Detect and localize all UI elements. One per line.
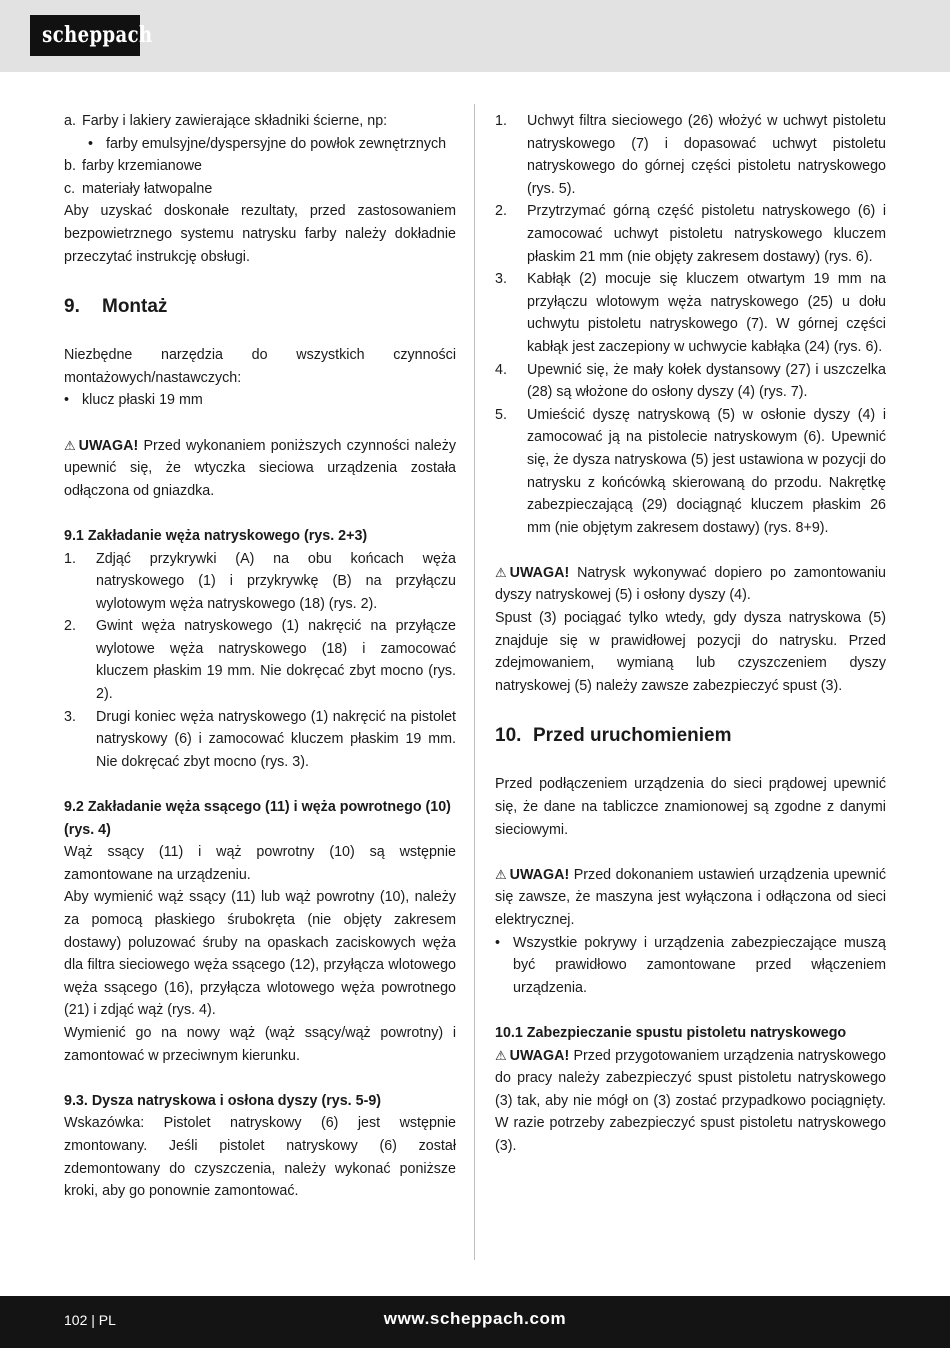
section-10-bullet: • Wszystkie pokrywy i urządzenia zabezpieczające muszą być prawidłowo zamontowane przed włączeniem urządzenia.	[495, 932, 886, 1000]
intro-paragraph: Aby uzyskać doskonałe rezultaty, przed zastosowaniem bezpowietrznego systemu natrysku farby należy dokładnie przeczytać instrukcję obsługi.	[64, 203, 456, 265]
scheppach-logo: scheppach	[30, 15, 140, 56]
page-number: 102 | PL	[64, 1312, 116, 1328]
list-item: 3. Drugi koniec węża natryskowego (1) nakręcić na pistolet natryskowy (6) i zamocować kluczem płaskim 19 mm. Nie dokręcać zbyt mocno (rys. 3).	[64, 708, 456, 770]
warning-paragraph-2: ⚠ UWAGA! Natrysk wykonywać dopiero po zamontowaniu dyszy natryskowej (5) i osłony dyszy (4).	[495, 562, 886, 607]
list-item: 4. Upewnić się, że mały kołek dystansowy (27) i uszczelka (28) są włożone do osłony dyszy (4) (rys. 7).	[495, 361, 886, 401]
list-item-b: b. farby krzemianowe	[64, 158, 202, 175]
section-9-3-heading: 9.3. Dysza natryskowa i osłona dyszy (rys. 5-9)	[64, 1092, 382, 1109]
section-10-1-heading: 10.1 Zabezpieczanie spustu pistoletu natryskowego	[495, 1024, 847, 1041]
list-item: 1. Uchwyt filtra sieciowego (26) włożyć w uchwyt pistoletu natryskowego (7) i dopasować uchwyt pistoletu natryskowego do górnej części pistoletu natryskowego (rys. 5).	[495, 113, 886, 197]
tools-bullet: • klucz płaski 19 mm	[64, 389, 456, 412]
section-10-heading: 10. Przed uruchomieniem	[495, 725, 732, 747]
bullet-icon: •	[64, 392, 70, 409]
warning-triangle-icon: ⚠	[64, 437, 76, 453]
list-item-c: c. materiały łatwopalne	[64, 180, 213, 197]
list-item: 2. Gwint węża natryskowego (1) nakręcić na przyłącze wylotowe węża natryskowego (18) i zamocować kluczem płaskim 19 mm. Nie dokręcać zbyt mocno (rys. 2).	[64, 618, 456, 703]
list-item-a-bullet: • farby emulsyjne/dyspersyjne do powłok zewnętrznych	[64, 133, 456, 156]
bullet-icon: •	[495, 934, 501, 951]
section-9-2-para-3: Wymienić go na nowy wąż (wąż ssący/wąż powrotny) i zamontować w przeciwnym kierunku.	[64, 1024, 456, 1064]
website-link[interactable]: www.scheppach.com	[383, 1309, 567, 1328]
warning-triangle-icon: ⚠	[495, 866, 507, 882]
trigger-paragraph: Spust (3) pociągać tylko wtedy, gdy dysza natryskowa (5) znajduje się w prawidłowej pozycji do natrysku. Przed zdejmowaniem, wymianą lub czyszczeniem dyszy natryskowej (5) należy zawsze zabezpieczyć spust (3).	[495, 610, 886, 694]
left-column	[64, 110, 456, 1203]
column-divider	[474, 104, 475, 1260]
warning-triangle-icon: ⚠	[495, 564, 507, 580]
list-item-a: a. Farby i lakiery zawierające składniki ścierne, np:	[64, 113, 388, 129]
section-9-2-heading: 9.2 Zakładanie węża ssącego (11) i węża powrotnego (10) (rys. 4)	[64, 799, 451, 838]
section-9-2-para-2: Aby wymienić wąż ssący (11) lub wąż powrotny (10), należy za pomocą płaskiego śrubokręta (nie objęty zakresem dostawy) poluzować śruby na opaskach zaciskowych węża dla filtra sieciowego węża ssącego (12), przyłącza wlotowego węża ssącego (16), przyłącza wlotowego węża powrotnego (21) i zdjąć wąż (rys. 4).	[64, 889, 456, 1019]
warning-paragraph-4: ⚠ UWAGA! Przed przygotowaniem urządzenia natryskowego do pracy należy zabezpieczyć spust pistoletu natryskowego (3) tak, aby nie mógł on (3) zostać przypadkowo pociągnięty. W razie potrzeby zabezpieczyć spust pistoletu natryskowego (3).	[495, 1045, 886, 1158]
list-item: 1. Zdjąć przykrywki (A) na obu końcach węża natryskowego (1) i przykrywkę (B) na przyłączu wylotowym węża natryskowego (18) (rys. 2).	[64, 550, 456, 612]
bullet-icon: •	[88, 135, 94, 152]
list-item: 2. Przytrzymać górną część pistoletu natryskowego (6) i zamocować uchwyt pistoletu natryskowego kluczem płaskim 21 mm (nie objęty zakresem dostawy) (rys. 6).	[495, 203, 886, 265]
list-item: 5. Umieścić dyszę natryskową (5) w osłonie dyszy (4) i zamocować ją na pistolecie natryskowym (6). Upewnić się, że dysza natryskowa (5) jest ustawiona w pozycji do natrysku z końcówką skierowaną do przodu. Nakrętkę zabezpieczającą (29) dociągnąć kluczem płaskim 26 mm (nie objętym zakresem dostawy) (rys. 8+9).	[495, 406, 886, 536]
page-header	[0, 0, 950, 72]
warning-paragraph-3: ⚠ UWAGA! Przed dokonaniem ustawień urządzenia upewnić się zawsze, że maszyna jest wyłączona i odłączona od sieci elektrycznej.	[495, 864, 886, 932]
section-10-para: Przed podłączeniem urządzenia do sieci prądowej upewnić się, że dane na tabliczce znamionowej są zgodne z danymi sieciowymi.	[495, 776, 886, 838]
list-item: 3. Kabłąk (2) mocuje się kluczem otwartym 19 mm na przyłączu wlotowym węża natryskowego (25) u dołu uchwytu pistoletu natryskowego (7). W górnej części kabłąk jest zaczepiony w uchwycie kabłąka (24) (rys. 6).	[495, 271, 886, 355]
tools-paragraph: Niezbędne narzędzia do wszystkich czynności montażowych/nastawczych:	[64, 347, 456, 386]
section-9-1-heading: 9.1 Zakładanie węża natryskowego (rys. 2+3)	[64, 527, 368, 544]
warning-triangle-icon: ⚠	[495, 1047, 507, 1063]
page-footer	[0, 1296, 950, 1348]
section-9-3-para: Wskazówka: Pistolet natryskowy (6) jest wstępnie zmontowany. Jeśli pistolet natryskowy (6) został zdemontowany do czyszczenia, należy wykonać poniższe kroki, aby go ponownie zamontować.	[64, 1115, 456, 1200]
right-column	[495, 110, 886, 1158]
warning-paragraph-1: ⚠ UWAGA! Przed wykonaniem poniższych czynności należy upewnić się, że wtyczka sieciowa urządzenia została odłączona od gniazdka.	[64, 435, 456, 503]
section-9-heading: 9. Montaż	[64, 296, 168, 318]
section-9-2-para-1: Wąż ssący (11) i wąż powrotny (10) są wstępnie zamontowane na urządzeniu.	[64, 844, 456, 883]
